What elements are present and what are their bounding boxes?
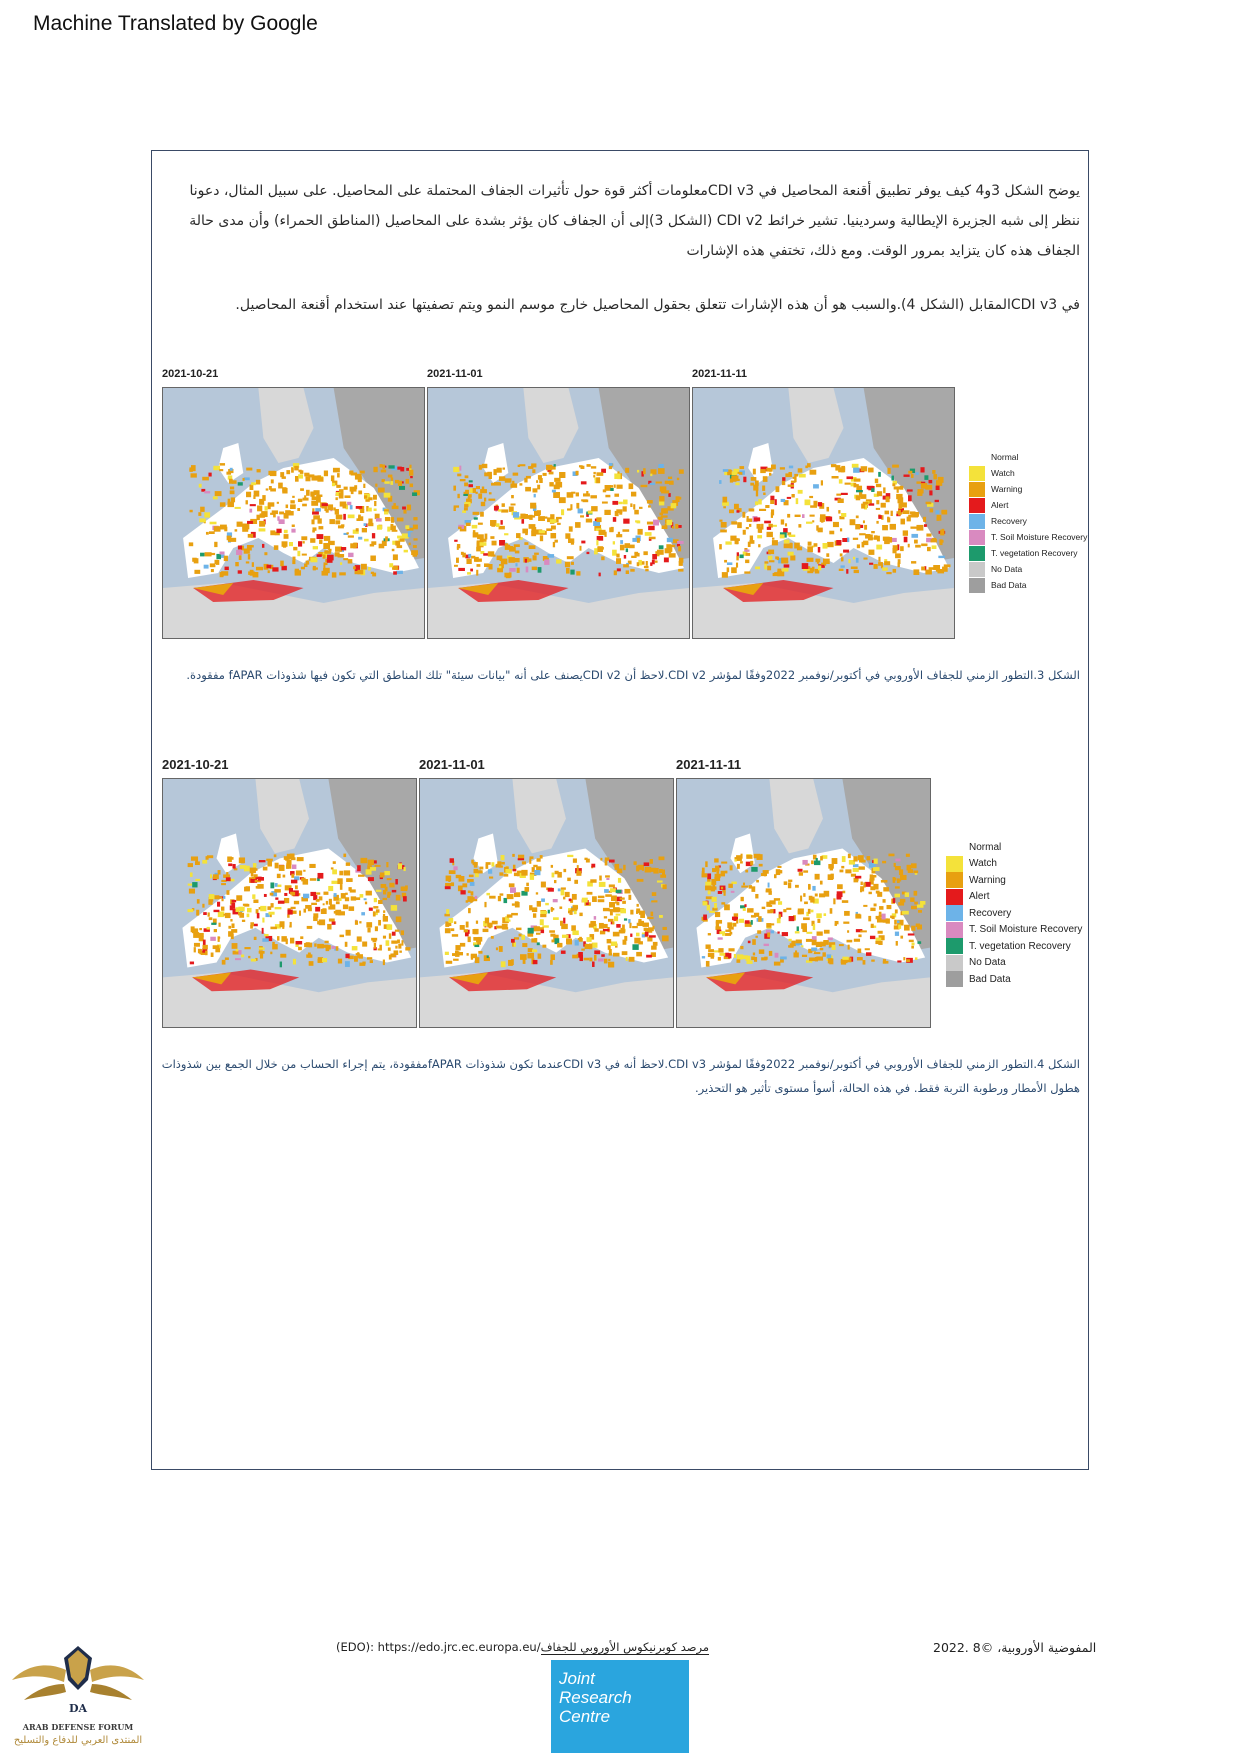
map-graphic	[428, 388, 689, 638]
map-graphic	[163, 388, 424, 638]
legend-item	[969, 561, 1087, 577]
forum-logo-title: ARAB DEFENSE FORUM	[22, 1722, 134, 1732]
body-paragraph-1: يوضح الشكل 3و4 كيف يوفر تطبيق أقنعة المحاصيل في CDI v3معلومات أكثر قوة حول تأثيرات الجفاف المحتملة على المحاصيل. على سبيل المثال، دعونا ننظر إلى شبه الجزيرة الإيطالية وسردينيا. تشير خرائط CDI v2 (الشكل 3)إلى أن الجفاف كان يؤثر بشدة على المحاصيل (المناطق الحمراء) وأن مدى حالة الجفاف هذه كان يتزايد بمرور الوقت. ومع ذلك، تختفي هذه الإشارات	[189, 183, 1080, 259]
arab-defense-forum-logo	[8, 1640, 148, 1750]
legend-swatch	[946, 872, 963, 888]
footer-copyright	[933, 1640, 1096, 1655]
drought-map	[162, 387, 425, 639]
legend-swatch	[946, 955, 963, 971]
forum-emblem-icon	[8, 1640, 148, 1722]
legend-label: Normal	[991, 452, 1019, 462]
legend-swatch	[946, 856, 963, 872]
legend-swatch	[946, 889, 963, 905]
legend-label: Bad Data	[969, 973, 1011, 985]
legend-swatch	[946, 922, 963, 938]
legend-label: Warning	[969, 874, 1006, 886]
legend-item	[969, 497, 1087, 513]
legend-swatch	[969, 482, 985, 497]
legend-item	[946, 889, 1082, 906]
legend-item	[946, 922, 1082, 939]
legend-label: T. Soil Moisture Recovery	[991, 532, 1088, 542]
legend-swatch	[969, 514, 985, 529]
legend-item	[969, 545, 1087, 561]
drought-map	[427, 387, 690, 639]
jrc-logo	[551, 1660, 689, 1753]
legend-item	[969, 465, 1087, 481]
page-number: 8	[972, 1640, 981, 1655]
drought-map	[676, 778, 931, 1028]
footer-url-prefix: (EDO): https://edo.jrc.ec.europa.eu/	[336, 1640, 541, 1654]
legend-item	[946, 839, 1082, 856]
legend-label: Recovery	[991, 516, 1027, 526]
legend-item	[946, 955, 1082, 972]
legend-swatch	[969, 546, 985, 561]
figure-3-date-1: 2021-10-21	[162, 368, 219, 380]
legend-swatch	[946, 839, 963, 855]
legend-swatch	[946, 905, 963, 921]
drought-map	[692, 387, 955, 639]
legend-item	[969, 481, 1087, 497]
svg-text:DA: DA	[68, 1702, 88, 1715]
jrc-logo-text: Joint Research Centre	[559, 1669, 632, 1726]
legend-swatch	[969, 450, 985, 465]
legend-label: Warning	[991, 484, 1023, 494]
legend-label: No Data	[969, 957, 1006, 969]
figure-4-caption: الشكل 4.التطور الزمني للجفاف الأوروبي في أكتوبر/نوفمبر 2022وفقًا لمؤشر CDI v3.لاحظ أنه في CDI v3عندما تكون شذوذات fAPARمفقودة، يتم إجراء الحساب من خلال الجمع بين شذوذات هطول الأمطار ورطوبة التربة فقط. في هذه الحالة، أسوأ مستوى تأثير هو التحذير.	[161, 1057, 1080, 1095]
legend-item	[946, 938, 1082, 955]
legend-swatch	[969, 530, 985, 545]
legend-item	[969, 513, 1087, 529]
figure-4-legend	[946, 839, 1082, 988]
drought-map	[162, 778, 417, 1028]
legend-item	[969, 449, 1087, 465]
machine-translation-banner: Machine Translated by Google	[33, 12, 318, 35]
legend-label: No Data	[991, 564, 1023, 574]
legend-label: Alert	[991, 500, 1009, 510]
legend-label: Watch	[969, 858, 997, 870]
drought-map	[419, 778, 674, 1028]
legend-swatch	[946, 938, 963, 954]
footer-copyright-text: 2022. المفوضية الأوروبية، ©	[933, 1640, 1097, 1655]
figure-3-caption: الشكل 3.التطور الزمني للجفاف الأوروبي في أكتوبر/نوفمبر 2022وفقًا لمؤشر CDI v2.لاحظ أن CDI v2يصنف على أنه "بيانات سيئة" تلك المناطق التي تكون فيها شذوذات fAPAR مفقودة.	[186, 668, 1080, 682]
legend-label: T. vegetation Recovery	[969, 940, 1071, 952]
figure-4-date-1: 2021-10-21	[162, 757, 229, 772]
figure-4-date-3: 2021-11-11	[676, 757, 742, 772]
legend-item	[969, 577, 1087, 593]
legend-label: Alert	[969, 891, 990, 903]
legend-item	[946, 872, 1082, 889]
legend-swatch	[969, 578, 985, 593]
figure-4-date-2: 2021-11-01	[419, 757, 485, 772]
legend-swatch	[946, 971, 963, 987]
body-paragraph-2: في CDI v3المقابل (الشكل 4).والسبب هو أن هذه الإشارات تتعلق بحقول المحاصيل خارج موسم النمو ويتم تصفيتها عند استخدام أقنعة المحاصيل.	[235, 297, 1080, 313]
legend-label: T. Soil Moisture Recovery	[969, 924, 1083, 936]
footer-url-label: مرصد كوبرنيكوس الأوروبي للجفاف	[540, 1640, 710, 1654]
figure-3-legend	[969, 449, 1087, 593]
figure-3-date-3: 2021-11-11	[692, 368, 748, 380]
figure-3-date-2: 2021-11-01	[427, 368, 483, 380]
legend-label: Bad Data	[991, 580, 1027, 590]
map-graphic	[163, 779, 416, 1027]
legend-label: Watch	[991, 468, 1015, 478]
forum-logo-subtitle: المنتدى العربي للدفاع والتسليح	[13, 1735, 143, 1746]
legend-item	[969, 529, 1087, 545]
legend-label: Recovery	[969, 907, 1012, 919]
legend-item	[946, 971, 1082, 988]
map-graphic	[693, 388, 954, 638]
map-graphic	[420, 779, 673, 1027]
legend-label: T. vegetation Recovery	[991, 548, 1078, 558]
legend-swatch	[969, 562, 985, 577]
legend-swatch	[969, 498, 985, 513]
legend-item	[946, 856, 1082, 873]
legend-label: Normal	[969, 841, 1002, 853]
legend-item	[946, 905, 1082, 922]
footer-edo-link[interactable]	[336, 1640, 709, 1654]
legend-swatch	[969, 466, 985, 481]
map-graphic	[677, 779, 930, 1027]
